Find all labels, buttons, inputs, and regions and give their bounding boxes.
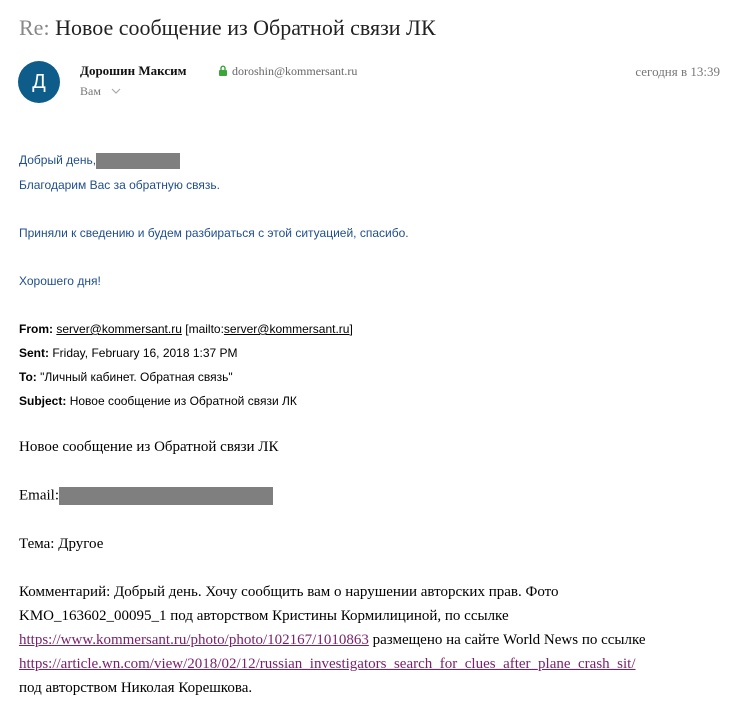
redacted-name <box>96 153 180 169</box>
reply-thanks: Благодарим Вас за обратную связь. <box>19 178 221 192</box>
recipient[interactable]: Вам <box>80 84 101 98</box>
header-subject <box>19 394 297 408</box>
original-title: Новое сообщение из Обратной связи ЛК <box>19 439 279 455</box>
header-to <box>19 370 233 384</box>
photo-link[interactable]: https://www.kommersant.ru/photo/photo/102167/1010863 <box>19 632 369 648</box>
article-link[interactable]: https://article.wn.com/view/2018/02/12/russian_investigators_search_for_clues_after_plane_crash_sit/ <box>19 656 636 672</box>
comment-line-1: Комментарий: Добрый день. Хочу сообщить вам о нарушении авторских прав. Фото <box>19 584 559 600</box>
to-value: "Личный кабинет. Обратная связь" <box>40 370 233 384</box>
original-email-line <box>19 487 273 505</box>
subject-label: Subject: <box>19 394 67 408</box>
mailto-close: ] <box>349 322 353 336</box>
comment-line-2: KMO_163602_00095_1 под авторством Кристины Кормилициной, по ссылке <box>19 608 509 624</box>
header-sent <box>19 346 238 360</box>
sent-label: Sent: <box>19 346 49 360</box>
comment-line-4 <box>19 656 636 673</box>
message-time: сегодня в 13:39 <box>635 64 720 79</box>
avatar-letter: Д <box>32 70 46 93</box>
reply-greeting <box>19 153 180 169</box>
greeting-text: Добрый день, <box>19 153 97 168</box>
from-label: From: <box>19 322 53 336</box>
reply-body: Приняли к сведению и будем разбираться с этой ситуацией, спасибо. <box>19 226 409 240</box>
from-address-link[interactable]: server@kommersant.ru <box>56 322 182 336</box>
sent-value: Friday, February 16, 2018 1:37 PM <box>52 346 238 360</box>
mailto-open: [mailto: <box>185 322 224 336</box>
reply-prefix: Re: <box>19 15 50 40</box>
header-from <box>19 322 353 336</box>
redacted-email <box>59 487 273 505</box>
to-label: To: <box>19 370 37 384</box>
subject-value: Новое сообщение из Обратной связи ЛК <box>69 394 297 408</box>
from-mailto-link[interactable]: server@kommersant.ru <box>223 322 350 336</box>
after-link-text: размещено на сайте World News по ссылке <box>368 632 646 648</box>
comment-line-5: под авторством Николая Корешкова. <box>19 680 253 696</box>
chevron-down-icon[interactable] <box>110 87 122 95</box>
sender-name[interactable]: Дорошин Максим <box>80 63 187 78</box>
subject-text: Новое сообщение из Обратной связи ЛК <box>55 15 436 40</box>
avatar[interactable] <box>18 61 60 103</box>
comment-line-3 <box>19 632 646 649</box>
email-subject <box>19 15 436 41</box>
reply-closing: Хорошего дня! <box>19 274 101 288</box>
lock-icon <box>218 65 228 76</box>
original-topic: Тема: Другое <box>19 536 104 552</box>
email-label: Email: <box>19 487 59 504</box>
sender-email[interactable]: doroshin@kommersant.ru <box>232 64 358 78</box>
